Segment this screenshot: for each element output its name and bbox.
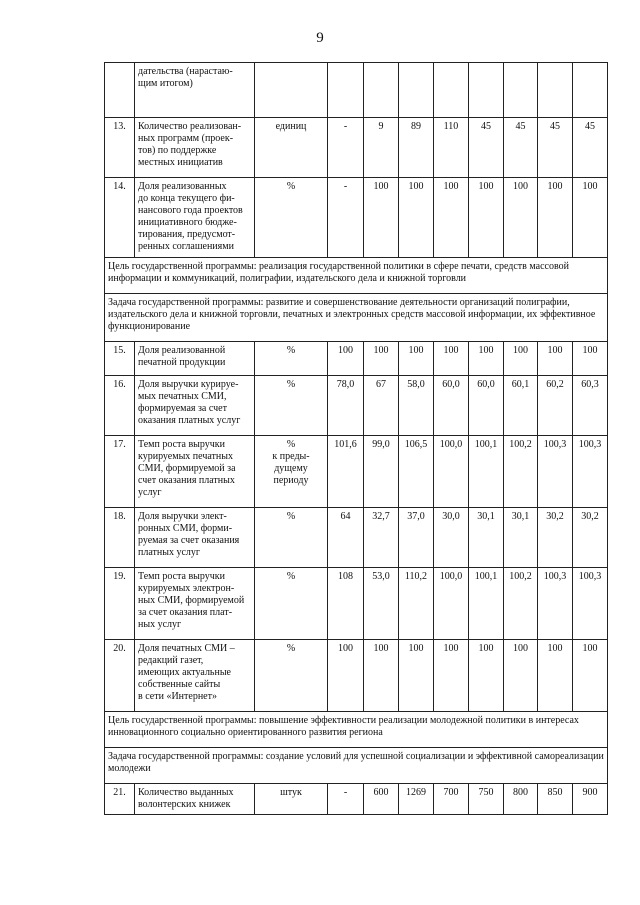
value-cell <box>538 118 573 178</box>
value-cell <box>504 178 538 258</box>
unit-cell <box>255 118 328 178</box>
table-row <box>105 178 608 258</box>
value-cell-text: 60,0 <box>477 379 495 390</box>
value-cell-text: 600 <box>373 787 389 798</box>
unit-cell <box>255 342 328 376</box>
unit-cell <box>255 640 328 712</box>
indicator-name <box>135 118 255 178</box>
value-cell-text: 99,0 <box>372 439 390 450</box>
value-cell <box>538 640 573 712</box>
section-text: Цель государственной программы: реализация государственной политики в сфере печати, средств массовой информации и коммуникаций, полиграфии, издательского дела и книжной торговли <box>105 258 608 294</box>
value-cell <box>328 63 364 118</box>
unit-cell-text: единиц <box>275 121 307 132</box>
value-cell <box>399 342 434 376</box>
value-cell-text: 110,2 <box>404 571 428 582</box>
unit-cell-text: % <box>286 181 296 192</box>
row-number-text: 21. <box>113 787 126 798</box>
unit-cell <box>255 436 328 508</box>
unit-cell-text: % <box>286 379 296 390</box>
value-cell-text: 750 <box>478 787 494 798</box>
unit-cell <box>255 376 328 436</box>
value-cell <box>434 376 469 436</box>
value-cell-text: 100 <box>478 345 494 356</box>
value-cell-text: 100,0 <box>439 571 463 582</box>
indicator-name-text: Количество реализован- ных программ (проек- тов) по поддержке местных инициатив <box>138 121 242 168</box>
value-cell <box>328 436 364 508</box>
indicator-name-text: дательства (нарастаю- щим итогом) <box>138 66 233 89</box>
value-cell-text: 100 <box>547 345 563 356</box>
value-cell <box>328 178 364 258</box>
section-row <box>105 748 608 784</box>
unit-cell <box>255 508 328 568</box>
value-cell <box>538 178 573 258</box>
indicator-name <box>135 784 255 815</box>
value-cell <box>328 568 364 640</box>
value-cell-text: 1269 <box>406 787 426 798</box>
section-text: Задача государственной программы: создание условий для успешной социализации и эффективной самореализации молодежи <box>105 748 608 784</box>
value-cell <box>434 640 469 712</box>
value-cell-text: 110 <box>443 121 459 132</box>
unit-cell <box>255 178 328 258</box>
indicator-name <box>135 178 255 258</box>
value-cell-text: 100 <box>547 643 563 654</box>
value-cell <box>469 178 504 258</box>
value-cell-text: 30,1 <box>511 511 530 522</box>
value-cell-text: 108 <box>338 571 353 582</box>
value-cell-text: - <box>343 787 348 798</box>
indicator-name-text: Доля печатных СМИ – редакций газет, имеющих актуальные собственные сайты в сети «Интернет» <box>138 643 235 702</box>
value-cell <box>434 118 469 178</box>
value-cell-text: 60,2 <box>546 379 564 390</box>
value-cell-text: 100,3 <box>578 439 602 450</box>
value-cell-text: 30,2 <box>581 511 599 522</box>
value-cell-text: 67 <box>376 379 386 390</box>
value-cell <box>434 784 469 815</box>
value-cell-text: 100 <box>373 643 389 654</box>
value-cell <box>434 508 469 568</box>
value-cell <box>328 342 364 376</box>
value-cell-text: 106,5 <box>404 439 428 450</box>
value-cell <box>364 376 399 436</box>
table-row <box>105 436 608 508</box>
table-row <box>105 376 608 436</box>
value-cell-text: 100 <box>513 345 528 356</box>
value-cell <box>469 118 504 178</box>
value-cell <box>364 568 399 640</box>
value-cell <box>364 436 399 508</box>
value-cell <box>399 118 434 178</box>
value-cell <box>399 640 434 712</box>
value-cell-text: 78,0 <box>336 379 355 390</box>
value-cell-text: 100 <box>408 345 424 356</box>
unit-cell <box>255 784 328 815</box>
value-cell-text: 100,3 <box>578 571 602 582</box>
indicators-table <box>104 62 608 815</box>
value-cell <box>573 784 608 815</box>
value-cell <box>573 508 608 568</box>
value-cell-text: 32,7 <box>372 511 390 522</box>
value-cell-text: 700 <box>443 787 459 798</box>
value-cell <box>328 118 364 178</box>
row-number-text: 17. <box>113 439 126 450</box>
value-cell <box>573 568 608 640</box>
value-cell-text: 100 <box>443 345 459 356</box>
value-cell-text: 30,1 <box>477 511 495 522</box>
row-number-text: 16. <box>113 379 126 390</box>
value-cell <box>504 784 538 815</box>
value-cell-text: 37,0 <box>407 511 425 522</box>
value-cell-text: 100 <box>478 643 494 654</box>
row-number <box>105 342 135 376</box>
unit-cell-text: % <box>286 345 296 356</box>
value-cell-text: 60,3 <box>581 379 599 390</box>
value-cell <box>469 568 504 640</box>
value-cell-text: 60,0 <box>442 379 460 390</box>
section-text: Задача государственной программы: развитие и совершенствование деятельности организаций полиграфии, издательского дела и книжной торговли, печатных и электронных средств массовой информации, их эффективное функционирование <box>105 294 608 342</box>
value-cell <box>399 784 434 815</box>
value-cell-text: 64 <box>340 511 351 522</box>
section-row <box>105 294 608 342</box>
value-cell <box>469 784 504 815</box>
row-number-text: 14. <box>113 181 126 192</box>
indicator-name-text: Доля выручки курируе- мых печатных СМИ, формируемая за счет оказания платных услуг <box>138 379 241 426</box>
unit-cell-text: % к преды- дущему периоду <box>272 439 310 486</box>
row-number <box>105 118 135 178</box>
value-cell <box>364 640 399 712</box>
value-cell <box>399 436 434 508</box>
value-cell <box>573 178 608 258</box>
unit-cell-text: % <box>286 511 296 522</box>
value-cell-text: 100 <box>338 345 353 356</box>
value-cell <box>573 63 608 118</box>
row-number <box>105 508 135 568</box>
indicator-name-text: Темп роста выручки курируемых печатных СМИ, формируемой за счет оказания платных услуг <box>138 439 236 498</box>
value-cell <box>399 508 434 568</box>
value-cell <box>573 436 608 508</box>
value-cell <box>469 640 504 712</box>
value-cell <box>538 508 573 568</box>
value-cell-text: 100,0 <box>439 439 463 450</box>
value-cell-text: 53,0 <box>372 571 390 582</box>
indicator-name <box>135 342 255 376</box>
section-text: Цель государственной программы: повышение эффективности реализации молодежной политики в интересах инновационного социально ориентированного развития региона <box>105 712 608 748</box>
value-cell-text: 60,1 <box>511 379 530 390</box>
value-cell <box>573 342 608 376</box>
row-number <box>105 568 135 640</box>
value-cell-text: 100 <box>373 345 389 356</box>
value-cell-text: 100 <box>408 181 424 192</box>
value-cell-text: 100 <box>338 643 353 654</box>
value-cell <box>573 376 608 436</box>
table-row <box>105 342 608 376</box>
row-number-text: 20. <box>113 643 126 654</box>
value-cell-text: 850 <box>547 787 563 798</box>
row-number <box>105 63 135 118</box>
value-cell-text: 45 <box>515 121 526 132</box>
value-cell-text: 100 <box>513 181 528 192</box>
value-cell-text: 100 <box>373 181 389 192</box>
value-cell <box>328 508 364 568</box>
section-row <box>105 712 608 748</box>
row-number-text: 19. <box>113 571 126 582</box>
indicator-name <box>135 568 255 640</box>
value-cell-text: 100 <box>443 643 459 654</box>
value-cell <box>328 784 364 815</box>
indicator-name <box>135 63 255 118</box>
row-number <box>105 178 135 258</box>
row-number <box>105 640 135 712</box>
value-cell-text: 58,0 <box>407 379 425 390</box>
value-cell <box>364 178 399 258</box>
value-cell-text: 30,2 <box>546 511 564 522</box>
value-cell <box>538 436 573 508</box>
value-cell <box>434 63 469 118</box>
page-number: 9 <box>316 30 324 46</box>
value-cell <box>504 376 538 436</box>
indicator-name-text: Доля выручки элект- ронных СМИ, форми- руемая за счет оказания платных услуг <box>138 511 240 558</box>
value-cell <box>504 508 538 568</box>
value-cell-text: 100 <box>582 345 598 356</box>
value-cell-text: 100 <box>513 643 528 654</box>
table-row <box>105 118 608 178</box>
unit-cell <box>255 63 328 118</box>
row-number-text: 15. <box>113 345 126 356</box>
table-body <box>105 63 608 815</box>
value-cell-text: 100 <box>478 181 494 192</box>
value-cell <box>364 784 399 815</box>
value-cell <box>328 376 364 436</box>
value-cell-text: 100,2 <box>509 439 532 450</box>
value-cell-text: 100 <box>408 643 424 654</box>
value-cell-text: 100 <box>547 181 563 192</box>
value-cell <box>538 376 573 436</box>
value-cell-text: 45 <box>481 121 491 132</box>
value-cell <box>469 63 504 118</box>
value-cell <box>538 63 573 118</box>
unit-cell-text: % <box>286 571 296 582</box>
row-number <box>105 376 135 436</box>
value-cell-text: 100 <box>443 181 459 192</box>
value-cell <box>364 508 399 568</box>
value-cell <box>504 568 538 640</box>
value-cell <box>573 118 608 178</box>
value-cell <box>434 342 469 376</box>
indicator-name-text: Доля реализованных до конца текущего фи- нансового года проектов инициативного бюдже- тирования, предусмот- ренных соглашениями <box>138 181 243 252</box>
value-cell <box>434 178 469 258</box>
value-cell <box>538 568 573 640</box>
row-number-text: 13. <box>113 121 126 132</box>
row-number <box>105 784 135 815</box>
value-cell <box>399 568 434 640</box>
value-cell-text: 45 <box>550 121 560 132</box>
value-cell-text: - <box>343 121 348 132</box>
value-cell <box>399 63 434 118</box>
row-number-text: 18. <box>113 511 126 522</box>
value-cell-text: 100,2 <box>509 571 532 582</box>
value-cell <box>364 342 399 376</box>
table-row <box>105 63 608 118</box>
value-cell-text: 45 <box>585 121 595 132</box>
value-cell <box>504 63 538 118</box>
value-cell-text: 101,6 <box>334 439 357 450</box>
unit-cell-text: % <box>286 643 296 654</box>
indicator-name <box>135 376 255 436</box>
value-cell <box>504 118 538 178</box>
value-cell <box>328 640 364 712</box>
indicator-name-text: Доля реализованной печатной продукции <box>138 345 226 368</box>
indicator-name-text: Количество выданных волонтерских книжек <box>138 787 234 810</box>
value-cell <box>469 376 504 436</box>
value-cell-text: 100,1 <box>474 439 498 450</box>
value-cell-text: 30,0 <box>442 511 460 522</box>
value-cell <box>469 436 504 508</box>
value-cell-text: - <box>343 181 348 192</box>
value-cell <box>538 784 573 815</box>
value-cell <box>504 640 538 712</box>
indicator-name <box>135 640 255 712</box>
value-cell <box>434 568 469 640</box>
value-cell <box>399 178 434 258</box>
value-cell-text: 9 <box>378 121 384 132</box>
value-cell-text: 100,1 <box>474 571 498 582</box>
value-cell <box>399 376 434 436</box>
value-cell-text: 100 <box>582 643 598 654</box>
value-cell-text: 100,3 <box>543 571 567 582</box>
unit-cell-text: штук <box>280 787 302 798</box>
value-cell <box>538 342 573 376</box>
value-cell-text: 100,3 <box>543 439 567 450</box>
section-row <box>105 258 608 294</box>
value-cell-text: 89 <box>411 121 421 132</box>
value-cell-text: 900 <box>582 787 598 798</box>
value-cell <box>364 118 399 178</box>
value-cell <box>469 508 504 568</box>
table-row <box>105 784 608 815</box>
value-cell <box>434 436 469 508</box>
value-cell <box>504 342 538 376</box>
table-row <box>105 508 608 568</box>
value-cell <box>364 63 399 118</box>
indicator-name-text: Темп роста выручки курируемых электрон- ных СМИ, формируемой за счет оказания плат- ных услуг <box>138 571 245 630</box>
value-cell-text: 800 <box>513 787 528 798</box>
indicator-name <box>135 508 255 568</box>
value-cell-text: 100 <box>582 181 598 192</box>
value-cell <box>573 640 608 712</box>
indicator-name <box>135 436 255 508</box>
value-cell <box>469 342 504 376</box>
table-row <box>105 568 608 640</box>
row-number <box>105 436 135 508</box>
table-row <box>105 640 608 712</box>
value-cell <box>504 436 538 508</box>
unit-cell <box>255 568 328 640</box>
